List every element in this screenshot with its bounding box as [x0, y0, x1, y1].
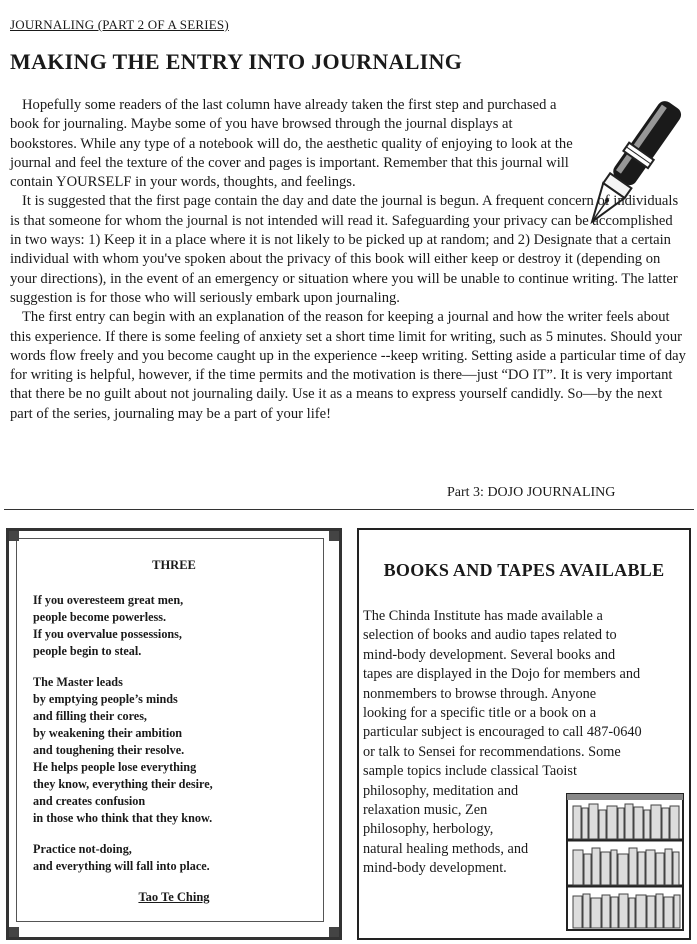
books-line: mind-body development. Several books and — [363, 646, 616, 663]
poem-line: people begin to steal. — [33, 644, 142, 658]
poem-line: people become powerless. — [33, 610, 167, 624]
poem-text — [33, 592, 213, 875]
section-divider — [4, 509, 694, 510]
books-line: natural healing methods, and — [363, 840, 529, 857]
poem-line: If you overvalue possessions, — [33, 627, 182, 641]
article-headline: MAKING THE ENTRY INTO JOURNALING — [10, 49, 463, 74]
books-line: looking for a specific title or a book on a — [363, 705, 597, 722]
poem-line: in those who think that they know. — [33, 811, 213, 825]
poem-line: If you overesteem great men, — [33, 593, 184, 607]
frame-corner — [329, 927, 339, 937]
poem-line: He helps people lose everything — [33, 760, 197, 774]
poem-title: THREE — [152, 558, 196, 572]
poem-line: Practice not-doing, — [33, 842, 132, 856]
poem-line: The Master leads — [33, 675, 123, 689]
frame-corner — [9, 531, 19, 541]
books-line: particular subject is encouraged to call 487-0640 — [363, 724, 642, 741]
books-title: BOOKS AND TAPES AVAILABLE — [383, 560, 665, 580]
next-part-label: Part 3: DOJO JOURNALING — [447, 485, 616, 500]
poem-box — [6, 528, 342, 940]
books-box — [357, 528, 691, 940]
books-line: relaxation music, Zen — [363, 802, 488, 819]
books-line: nonmembers to browse through. Anyone — [363, 685, 597, 702]
books-line: philosophy, herbology, — [363, 821, 494, 838]
books-line: sample topics include classical Taoist — [363, 763, 577, 780]
poem-line: and toughening their resolve. — [33, 743, 185, 757]
poem-line: by emptying people’s minds — [33, 692, 178, 706]
frame-corner — [329, 531, 339, 541]
frame-corner — [9, 927, 19, 937]
books-line: tapes are displayed in the Dojo for members and — [363, 666, 641, 683]
article-paragraph: Hopefully some readers of the last column have already taken the first step and purchased a book for journaling. Maybe some of you have browsed through the journal displays at bookstores. While any type of a notebook will do, the aesthetic quality of enjoying to look at the journal and feel the texture of the cover and pages is important. Remember that this journal will contain YOURSELF in your words, thoughts, and feelings. — [10, 97, 573, 191]
books-line: philosophy, meditation and — [363, 782, 519, 799]
books-line: The Chinda Institute has made available a — [363, 608, 603, 624]
poem-line: and creates confusion — [33, 794, 146, 808]
poem-line: and filling their cores, — [33, 709, 147, 723]
poem-source: Tao Te Ching — [138, 890, 210, 904]
article-paragraph: The first entry can begin with an explanation of the reason for keeping a journal and how the writer feels about this experience. If there is some feeling of anxiety set a short time limit for writing, such as 5 minutes. Should your words flow freely and you become caught up in the experience --keep writing. Setting aside a particular time of day for writing is helpful, however, if the time permits and the motivation is there—just “DO IT”. It is very important that there be no guilt about not journaling daily. Use it as a means to express yourself candidly. So—by the next part of the series, journaling may be a part of your life! — [10, 309, 686, 422]
poem-line: they know, everything their desire, — [33, 777, 213, 791]
article-body — [10, 96, 686, 424]
books-line: mind-body development. — [363, 860, 507, 877]
poem-line: and everything will fall into place. — [33, 859, 210, 873]
series-label: JOURNALING (PART 2 OF A SERIES) — [10, 17, 229, 32]
books-line: or talk to Sensei for recommendations. Some — [363, 743, 621, 760]
poem-line: by weakening their ambition — [33, 726, 183, 740]
bookshelf-icon — [565, 792, 685, 932]
books-line: selection of books and audio tapes related to — [363, 627, 617, 644]
article-paragraph: It is suggested that the first page contain the day and date the journal is begun. A frequent concern of individuals is that someone for whom the journal is not intended will read it. Safeguarding your privacy can be accomplished in two ways: 1) Keep it in a place where it is not likely to be picked up at random; and 2) Designate that a certain individual with whom you've spoken about the privacy of this book will either keep or destroy it (depending on your directions), in the event of an emergency or situation where you will be unable to continue writing. The latter suggestion is for those who will seriously embark upon journaling. — [10, 193, 679, 306]
